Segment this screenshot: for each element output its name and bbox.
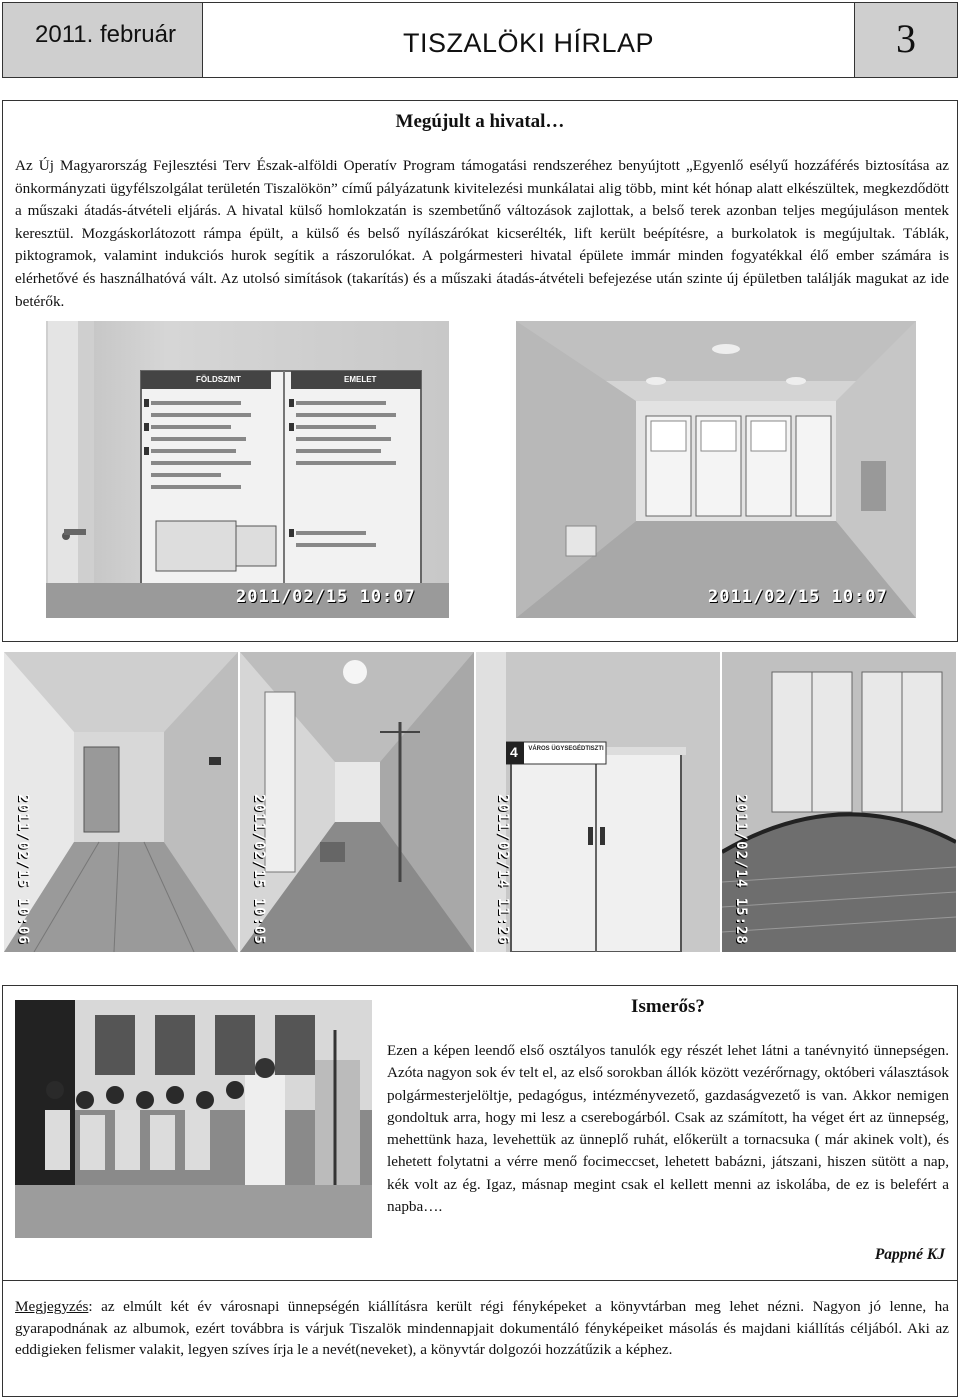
note-paragraph — [15, 1296, 949, 1361]
door-sign-number: 4 — [510, 744, 518, 760]
door-illustration — [476, 652, 720, 952]
note-body: : az elmúlt két év városnapi ünnepségén kiállításra került régi fényképeket a könyvtárban meg lehet nézni. Nagyon jó lenne, ha gyarapodnának az albumok, ezért továbbra is várjuk Tiszalök mindennapjait dokumentáló fényképeiket másolás és majdani kiállítás céljából. Aki az eddigieken felismer valakit, legyen szíves írja le a nevét(neveket), a könyvtár dolgozói hozzátűzik a képhez. — [15, 1298, 949, 1359]
photo-stairs — [722, 652, 956, 952]
timestamp: 2011/02/14 11:26 — [495, 794, 511, 945]
ismeros-title: Ismerős? — [631, 996, 705, 1017]
section-divider — [3, 1280, 957, 1281]
door-sign-text: VÁROS ÜGYSEGÉDTISZTI — [528, 746, 604, 752]
timestamp: 2011/02/14 15:28 — [733, 794, 749, 945]
ismeros-section — [2, 985, 958, 1397]
photo-info-board — [46, 321, 449, 618]
page-number: 3 — [854, 3, 957, 77]
newspaper-title: TISZALÖKI HÍRLAP — [402, 28, 655, 58]
sign-label-upper: EMELET — [344, 375, 377, 384]
timestamp: 2011/02/15 10:05 — [251, 794, 267, 945]
ismeros-author: Pappné KJ — [874, 1246, 945, 1263]
info-board-illustration — [46, 321, 449, 618]
timestamp: 2011/02/15 10:07 — [236, 587, 416, 607]
photo-corridor-1 — [4, 652, 238, 952]
hall-illustration — [516, 321, 916, 618]
corridor-illustration-2 — [240, 652, 474, 952]
old-photo-illustration — [15, 1000, 372, 1238]
page-header — [2, 2, 958, 78]
corridor-illustration-1 — [4, 652, 238, 952]
photo-hall — [516, 321, 916, 618]
article-body: Az Új Magyarország Fejlesztési Terv Észak-alföldi Operatív Program támogatási rendszeréhez benyújtott „Egyenlő esélyű hozzáférés biztosítása az önkormányzati ügyfélszolgálat területén Tiszalökön” című pályázatunk kivitelezési munkálatai alig több, mint két hónap alatt elkészültek, megkezdődött a műszaki átadás-átvételi eljárás. A hivatal külső homlokzatán is szembetűnő változások zajlottak, a belső terek azonban teljes megújuláson mentek keresztül. Mozgáskorlátozott rámpa épült, a külső és belső nyílászárókat kicserélték, lift került beépítésre, a burkolatok is megújultak. Táblák, piktogramok, valamint indukciós hurok segítik a rászorulókat. A polgármesteri hivatal épülete immár minden fogyatékkal élő ember számára is elérhetővé és használhatóvá vált. Az utolsó simítások (takarítás) és a műszaki átadás-átvételi befejezése után szinte új épületben találják magukat az ide betérők. — [15, 157, 949, 310]
timestamp: 2011/02/15 10:06 — [15, 794, 31, 945]
sign-label-ground: FÖLDSZINT — [196, 375, 241, 384]
issue-date: 2011. február — [3, 3, 203, 77]
ismeros-body: Ezen a képen leendő első osztályos tanulók egy részét lehet látni a tanévnyitó ünnepségen. Azóta nagyon sok év telt el, az első sorokban állók között vezérőrnagy, októberi választások polgármesterjelöltje, pedagógus, intézményvezető, gazdaságvezető is van. Akkor nemigen gondoltuk arra, hogy mi lesz a cserebogárból. Csak az számított, ha véget ért az ünnepség, mehettünk haza, levehettük az ünneplő ruhát, előkerült a tornacsuka ( már akinek volt), és lehetett folytatni a vérre menő focimeccset, lehetett babázni, játszani, hiszen sütött a nap, kék volt az ég. Igaz, másnap megint csak el kellett menni az iskolába, de ez is belefért a napba…. — [387, 1042, 949, 1216]
timestamp: 2011/02/15 10:07 — [708, 587, 888, 607]
photo-door — [476, 652, 720, 952]
stairs-illustration — [722, 652, 956, 952]
note-label: Megjegyzés — [15, 1298, 89, 1315]
photo-old-school-ceremony — [15, 1000, 372, 1238]
photo-corridor-2 — [240, 652, 474, 952]
article-title: Megújult a hivatal… — [395, 111, 565, 132]
